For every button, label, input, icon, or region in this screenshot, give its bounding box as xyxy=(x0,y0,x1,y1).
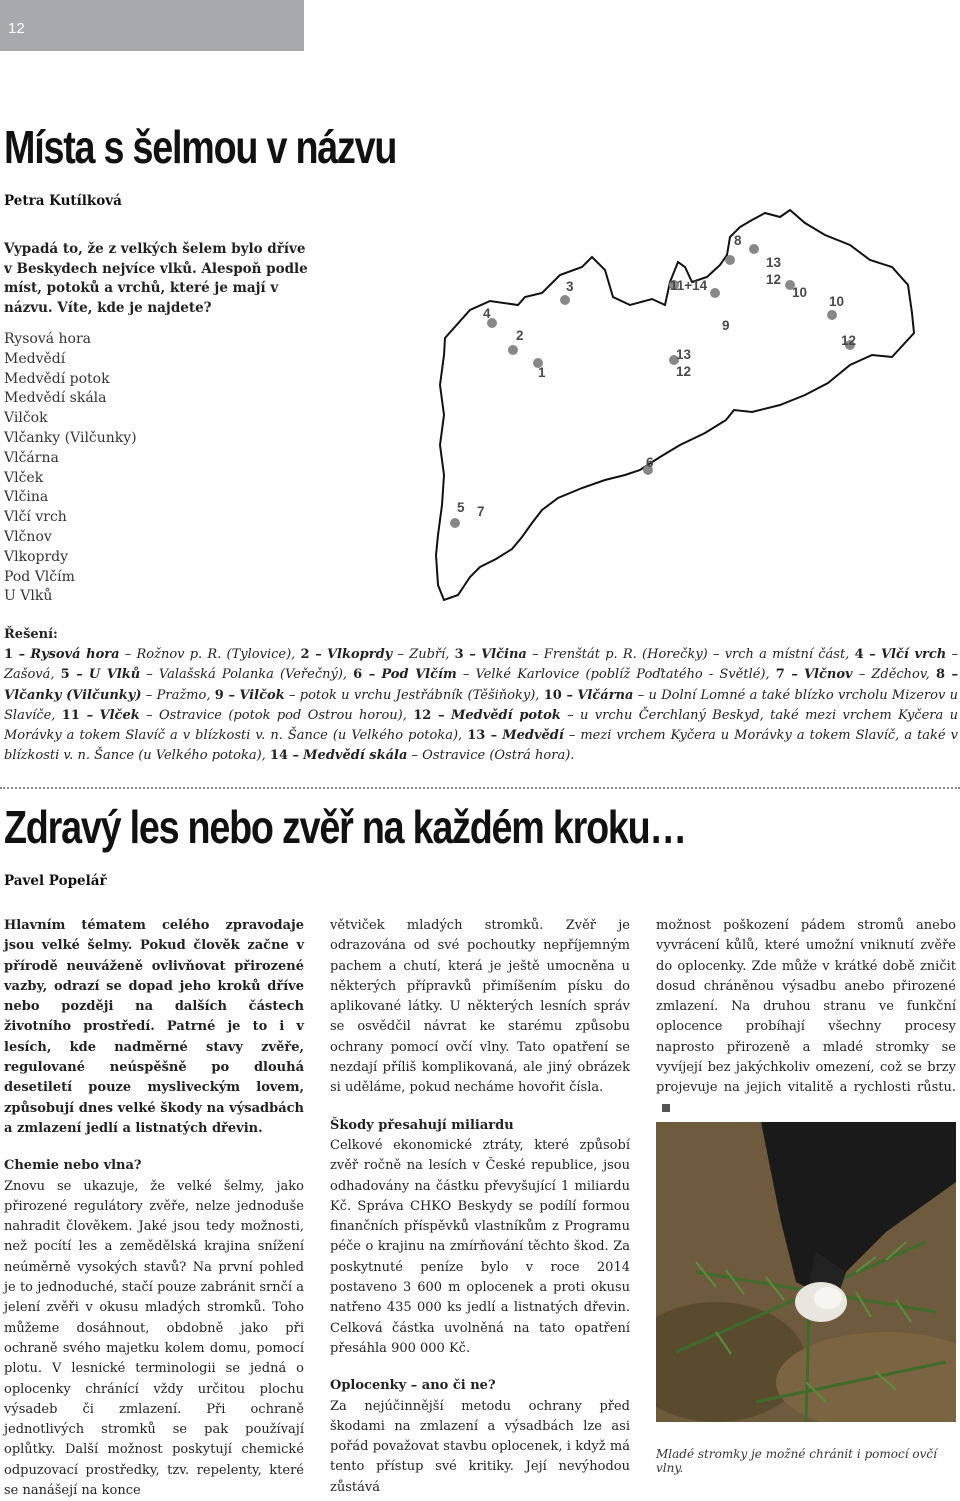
map-label: 12 xyxy=(841,333,857,348)
article-title: Zdravý les nebo zvěř na každém kroku… xyxy=(4,801,686,853)
solution-location: – Zděchov, xyxy=(852,667,936,683)
solution-location: – Pražmo, xyxy=(141,687,215,703)
section-divider xyxy=(0,787,960,789)
solution-location: – u Dolní Lomné a také blízko vrcholu Mizerov u Slavíče, xyxy=(4,687,958,723)
place-name-item: Vlčanky (Vilčunky) xyxy=(4,429,137,446)
page-number-tab xyxy=(0,0,304,51)
solution-place-name: Vlčanky (Vilčunky) xyxy=(4,687,142,703)
solution-place-name: Pod Vlčím xyxy=(381,667,457,683)
map-label: 3 xyxy=(566,279,574,294)
solution-place-name: Vlčina xyxy=(481,647,527,663)
solution-label: Řešení: xyxy=(4,627,58,642)
solution-number: 1 – xyxy=(4,647,26,663)
map-label: 10 xyxy=(792,285,808,300)
solution-place-name: Vlkoprdy xyxy=(326,647,393,663)
solution-place-name: Medvědí potok xyxy=(450,707,561,723)
place-name-item: Medvědí potok xyxy=(4,370,110,387)
subheading: Oplocenky – ano či ne? xyxy=(330,1378,496,1394)
place-names-list xyxy=(4,330,137,607)
article-author: Petra Kutílková xyxy=(4,193,122,209)
place-name-item: Vlčnov xyxy=(4,528,52,545)
solution-location: – potok u vrchu Jestřábník (Těšiňoky), xyxy=(284,687,544,703)
end-mark xyxy=(662,1104,670,1112)
solution-location: – Valašská Polanka (Veřečný), xyxy=(140,667,354,683)
solution-location: – Velké Karlovice (poblíž Poďtatého - Světlé), xyxy=(456,667,776,683)
solution-number: 3 – xyxy=(454,647,476,663)
solution-place-name: Vilčok xyxy=(239,687,285,703)
solution-place-name: Vlčárna xyxy=(577,687,634,703)
map-label: 1 xyxy=(538,365,546,380)
text-column-3 xyxy=(656,916,956,1119)
solution-location: – Frenštát p. R. (Horečky) – vrch a místní část, xyxy=(526,647,855,663)
solution-location: – mezi vrchem Kyčera u Morávky a tokem Slavíč, a také v blízkosti v. n. Šance (u Velkého potoka), xyxy=(4,728,958,764)
solution-place-name: Medvědí xyxy=(502,728,564,744)
solution-number: 12 – xyxy=(413,707,445,723)
map-label: 10 xyxy=(829,294,845,309)
paragraph: Znovu se ukazuje, že velké šelmy, jako přirozené regulátory zvěře, nelze jednoduše nahradit člověkem. Jaké jsou tedy možnosti, než pocítí les a zemědělská krajina snížení neúměrně vysokých stavů? Na první pohled je to jednoduché, stačí pouze zabránit srnčí a jelení zvěři v okusu mladých stromků. Toho můžeme dosáhnout, obdobně jako při ochraně svého majetku kolem domu, pomocí plotu. V lesnické terminologii se jedná o oplocenky chránící vždy určitou plochu výsadeb či zmlazení. Při ochraně jednotlivých stromků se pak používají oplůtky. Další možnost poskytují chemické odpuzovací prostředky, tzv. repelenty, které se nanášejí na konce xyxy=(4,1178,304,1499)
article-author: Pavel Popelář xyxy=(4,873,107,889)
solution-location: – Ostravice (Ostrá hora). xyxy=(407,748,575,764)
map-outline xyxy=(436,210,914,600)
article-intro: Vypadá to, že z velkých šelem bylo dříve v Beskydech nejvíce vlků. Alespoň podle míst, potoků a vrchů, které je mají v názvu. Víte, kde je najdete? xyxy=(4,241,308,316)
place-name-item: Vlček xyxy=(4,469,44,486)
solution-number: 4 – xyxy=(854,647,876,663)
map-label: 13 xyxy=(766,255,782,270)
map-label: 6 xyxy=(646,455,654,470)
place-name-item: Vilčok xyxy=(4,410,48,427)
solution-location: – u vrchu Čerchlaný Beskyd, také mezi vrchem Kyčera u Morávky a tokem Slavíč a v blízkosti v. n. Šance (u Velkého potoka), xyxy=(4,707,958,744)
solution-place-name: Vlček xyxy=(99,707,140,723)
solution-number: 7 – xyxy=(775,667,798,683)
solution-number: 6 – xyxy=(353,667,376,683)
paragraph: možnost poškození pádem stromů anebo vyvrácení kůlů, které umožní vniknutí zvěře do oplocenky. Zde může v krátké době zničit dosud chráněnou výsadbu anebo přirozené zmlazení. Na druhou stranu ve funkční oplocence probíhají všechny procesy naprosto přirozeně a mladé stromky se vyvíjejí bez jakýchkoliv omezení, což se brzy projevuje na jejich vitalitě a rychlosti růstu. xyxy=(656,918,956,1096)
map-label: 8 xyxy=(734,233,742,248)
paragraph: větviček mladých stromků. Zvěř je odrazována od své pochoutky nepříjemným pachem a chutí, která je ještě umocněna u některých přípravků přimíšením písku do aplikované látky. U některých lesních správ se osvědčil návrat ke starému způsobu ochrany pomocí ovčí vlny. Tato opatření se nezdají příliš komplikovaná, ale jiný obrázek si uděláme, pokud necháme hovořit čísla. xyxy=(330,918,630,1096)
paragraph: Za nejúčinnější metodu ochrany před škodami na zmlazení a výsadbách lze asi pořád považovat stavbu oplocenek, i když má tento přístup své kritiky. Její nevýhodou zůstává xyxy=(330,1398,630,1495)
place-name-item: Pod Vlčím xyxy=(4,568,75,585)
solution-location: – Zubří, xyxy=(392,647,455,663)
solution-location: – Rožnov p. R. (Tylovice), xyxy=(119,647,301,663)
solution-number: 10 – xyxy=(543,687,574,703)
place-name-item: Vlkoprdy xyxy=(4,548,69,565)
solution-place-name: U Vlků xyxy=(88,667,141,683)
page-number: 12 xyxy=(8,20,25,37)
solution-place-name: Vlčí vrch xyxy=(880,647,947,663)
place-name-item: Vlčina xyxy=(4,489,49,506)
map-label: 12 xyxy=(766,272,782,287)
beskydy-map xyxy=(430,205,960,615)
map-label: 5 xyxy=(457,500,465,515)
map-label: 4 xyxy=(483,306,491,321)
subheading: Chemie nebo vlna? xyxy=(4,1158,142,1174)
solution-number: 8 – xyxy=(935,667,959,683)
map-label: 13 xyxy=(676,347,692,362)
map-label: 11+14 xyxy=(670,278,708,293)
solution-number: 14 – xyxy=(269,748,300,764)
photo-fir-sapling-wool xyxy=(656,1122,956,1422)
solution-number: 9 – xyxy=(214,687,236,703)
place-name-item: U Vlků xyxy=(4,588,53,605)
photo-caption: Mladé stromky je možné chránit i pomocí ovčí vlny. xyxy=(656,1447,937,1475)
text-column-1 xyxy=(4,916,304,1501)
text-column-2 xyxy=(330,916,630,1498)
solution-location: – Zašová, xyxy=(4,647,958,683)
map-label: 2 xyxy=(516,328,524,343)
article-title: Místa s šelmou v názvu xyxy=(4,121,397,173)
place-name-item: Medvědí xyxy=(4,350,66,367)
solution-number: 13 – xyxy=(467,728,498,744)
solution-place-name: Medvědí skála xyxy=(303,748,408,764)
solution-place-name: Rysová hora xyxy=(30,647,120,663)
place-name-item: Vlčárna xyxy=(4,449,59,466)
solution-number: 11 – xyxy=(61,707,94,723)
map-label: 9 xyxy=(722,318,730,333)
solution-number: 5 – xyxy=(60,667,83,683)
place-name-item: Rysová hora xyxy=(4,331,92,347)
place-name-item: Vlčí vrch xyxy=(4,509,67,526)
map-label: 7 xyxy=(477,504,485,519)
place-name-item: Medvědí skála xyxy=(4,390,107,407)
map-label: 12 xyxy=(676,364,692,379)
solution-location: – Ostravice (potok pod Ostrou horou), xyxy=(139,707,414,723)
solution-block xyxy=(4,625,958,766)
subheading: Škody přesahují miliardu xyxy=(330,1117,514,1133)
solution-place-name: Vlčnov xyxy=(803,667,853,683)
article-lead: Hlavním tématem celého zpravodaje jsou velké šelmy. Pokud člověk začne v přírodě neuváženě ovlivňovat přirozené vazby, odrazí se dopad jeho kroků dříve nebo později na dalších částech životního prostředí. Patrné je to i v lesích, kde nadměrné stavy zvěře, regulované neúspěšně po dlouhá desetiletí pouze mysliveckým lovem, způsobují dnes velké škody na výsadbách a zmlazení jedlí a listnatých dřevin. xyxy=(4,918,304,1136)
paragraph: Celkové ekonomické ztráty, které způsobí zvěř ročně na lesích v České republice, jsou odhadovány na částku převyšující 1 miliardu Kč. Správa CHKO Beskydy se podílí formou finančních příspěvků vlastníkům z Programu péče o krajinu na zmírňování těchto škod. Za poskytnuté peníze bylo v roce 2014 postaveno 3 600 m oplocenek a proti okusu natřeno 435 000 ks jedlí a listnatých dřevin. Celková částka uvolněná na tato opatření přesáhla 900 000 Kč. xyxy=(330,1137,630,1356)
solution-number: 2 – xyxy=(300,647,322,663)
